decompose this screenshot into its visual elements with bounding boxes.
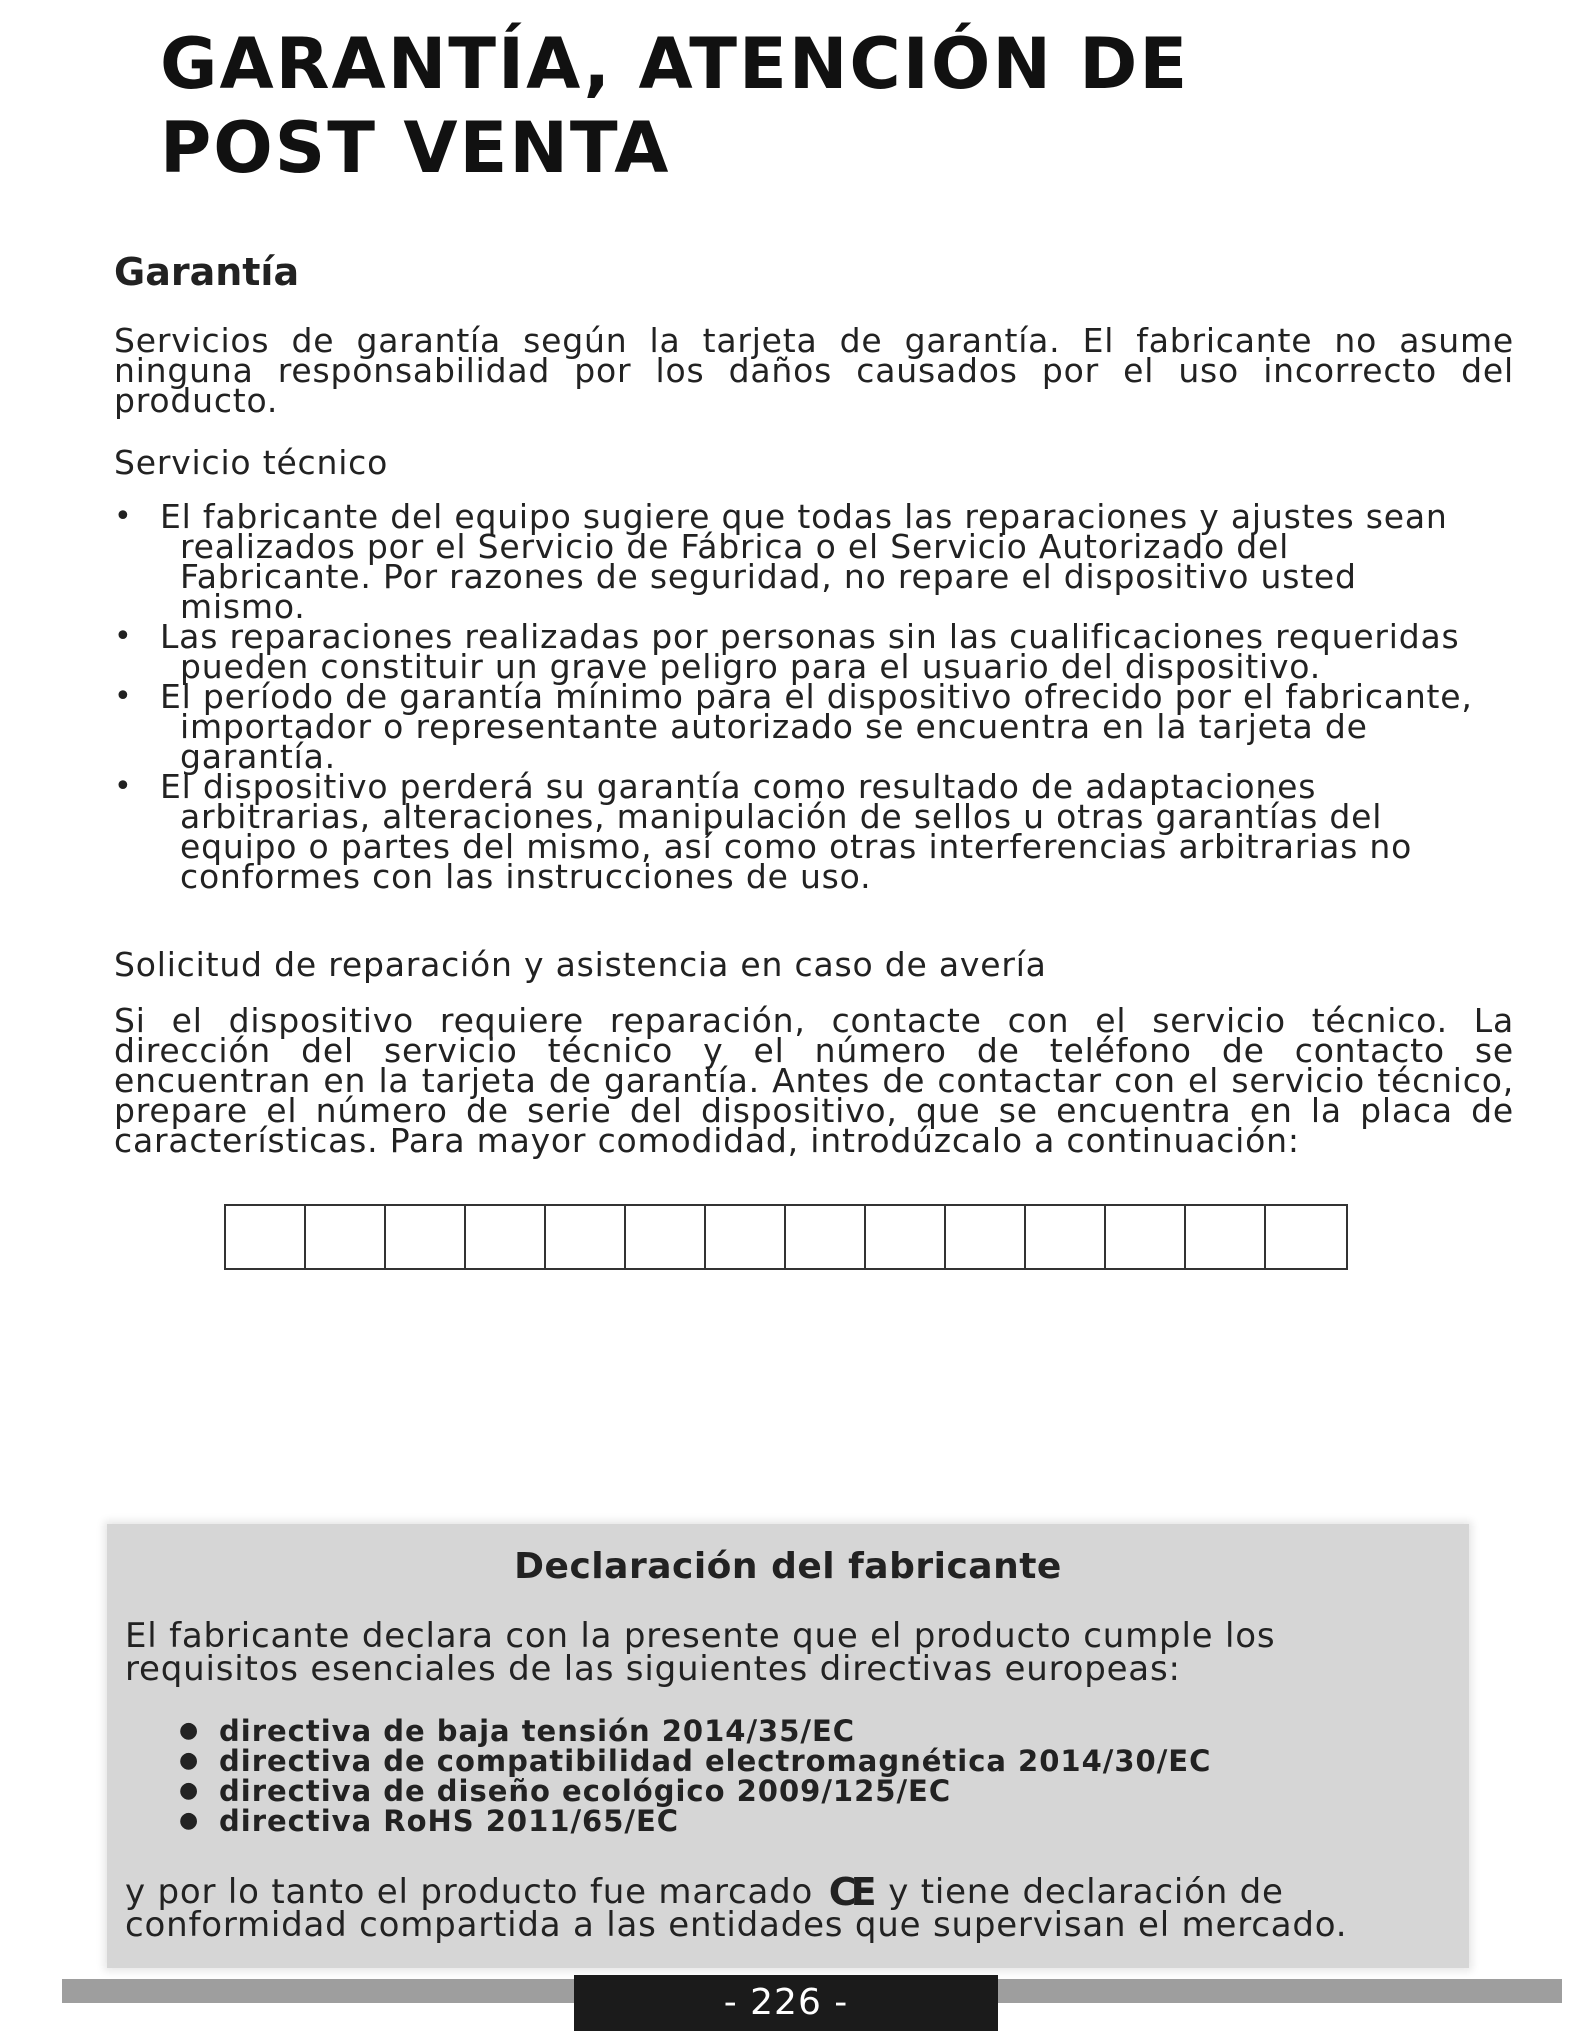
serial-number-cell[interactable] — [1186, 1206, 1266, 1268]
service-bullet: • El fabricante del equipo sugiere que todas las reparaciones y ajustes sean realizados por el Servicio de Fábrica o el Servicio Autorizado del Fabricante. Por razones de seguridad, no repare el dispositivo usted mismo. — [114, 502, 1484, 622]
declaration-title: Declaración del fabricante — [514, 1546, 1062, 1587]
warranty-text: Servicios de garantía según la tarjeta de garantía. El fabricante no asume ninguna responsabilidad por los daños causados por el uso incorrecto del producto. — [114, 321, 1514, 420]
repair-text: Si el dispositivo requiere reparación, contacte con el servicio técnico. La dirección del servicio técnico y el número de teléfono de contacto se encuentran en la tarjeta de garantía. Antes de contactar con el servicio técnico, prepare el número de serie del dispositivo, que se encuentra en la placa de características. Para mayor comodidad, introdúzcalo a continuación: — [114, 1001, 1514, 1160]
ce-mark-icon: CE — [828, 1870, 871, 1914]
serial-number-cell[interactable] — [1266, 1206, 1346, 1268]
directive-item: ● directiva de diseño ecológico 2009/125/EC — [179, 1776, 1211, 1806]
declaration-outro — [125, 1870, 1445, 1945]
serial-number-cell[interactable] — [546, 1206, 626, 1268]
warranty-heading: Garantía — [114, 250, 300, 294]
declaration-intro: El fabricante declara con la presente que el producto cumple los requisitos esenciales de las siguientes directivas europeas: — [125, 1616, 1276, 1689]
service-bullet: • Las reparaciones realizadas por personas sin las cualificaciones requeridas pueden constituir un grave peligro para el usuario del dispositivo. — [114, 622, 1484, 682]
serial-number-cell[interactable] — [1026, 1206, 1106, 1268]
directive-item: ● directiva RoHS 2011/65/EC — [179, 1806, 1211, 1836]
serial-number-cell[interactable] — [1106, 1206, 1186, 1268]
page-number: - 226 - — [574, 1975, 998, 2031]
serial-number-cell[interactable] — [466, 1206, 546, 1268]
serial-number-cell[interactable] — [626, 1206, 706, 1268]
repair-heading: Solicitud de reparación y asistencia en caso de avería — [114, 945, 1047, 984]
manufacturer-declaration-box — [107, 1524, 1469, 1968]
serial-number-cell[interactable] — [226, 1206, 306, 1268]
serial-number-cell[interactable] — [706, 1206, 786, 1268]
serial-number-cell[interactable] — [306, 1206, 386, 1268]
declaration-outro-end: y tiene declaración de conformidad compartida a las entidades que supervisan el mercado. — [125, 1872, 1348, 1945]
service-bullet: • El período de garantía mínimo para el dispositivo ofrecido por el fabricante, importador o representante autorizado se encuentra en la tarjeta de garantía. — [114, 682, 1484, 772]
serial-number-cell[interactable] — [786, 1206, 866, 1268]
service-heading: Servicio técnico — [114, 443, 389, 482]
directive-item: ● directiva de baja tensión 2014/35/EC — [179, 1716, 1211, 1746]
service-bullet: • El dispositivo perderá su garantía como resultado de adaptaciones arbitrarias, alteraciones, manipulación de sellos u otras garantías del equipo o partes del mismo, así como otras interferencias arbitrarias no conformes con las instrucciones de uso. — [114, 772, 1484, 892]
service-bullet-list — [114, 497, 1484, 896]
serial-number-cell[interactable] — [866, 1206, 946, 1268]
serial-number-boxes[interactable] — [224, 1204, 1348, 1270]
page-title-line-1: GARANTÍA, ATENCIÓN DE — [160, 23, 1190, 105]
page-title-line-2: POST VENTA — [160, 107, 671, 189]
page-title — [160, 22, 1460, 190]
declaration-outro-start: y por lo tanto el producto fue marcado — [125, 1872, 814, 1912]
serial-number-cell[interactable] — [386, 1206, 466, 1268]
serial-number-cell[interactable] — [946, 1206, 1026, 1268]
directive-item: ● directiva de compatibilidad electromagnética 2014/30/EC — [179, 1746, 1211, 1776]
directive-list — [179, 1716, 1211, 1836]
